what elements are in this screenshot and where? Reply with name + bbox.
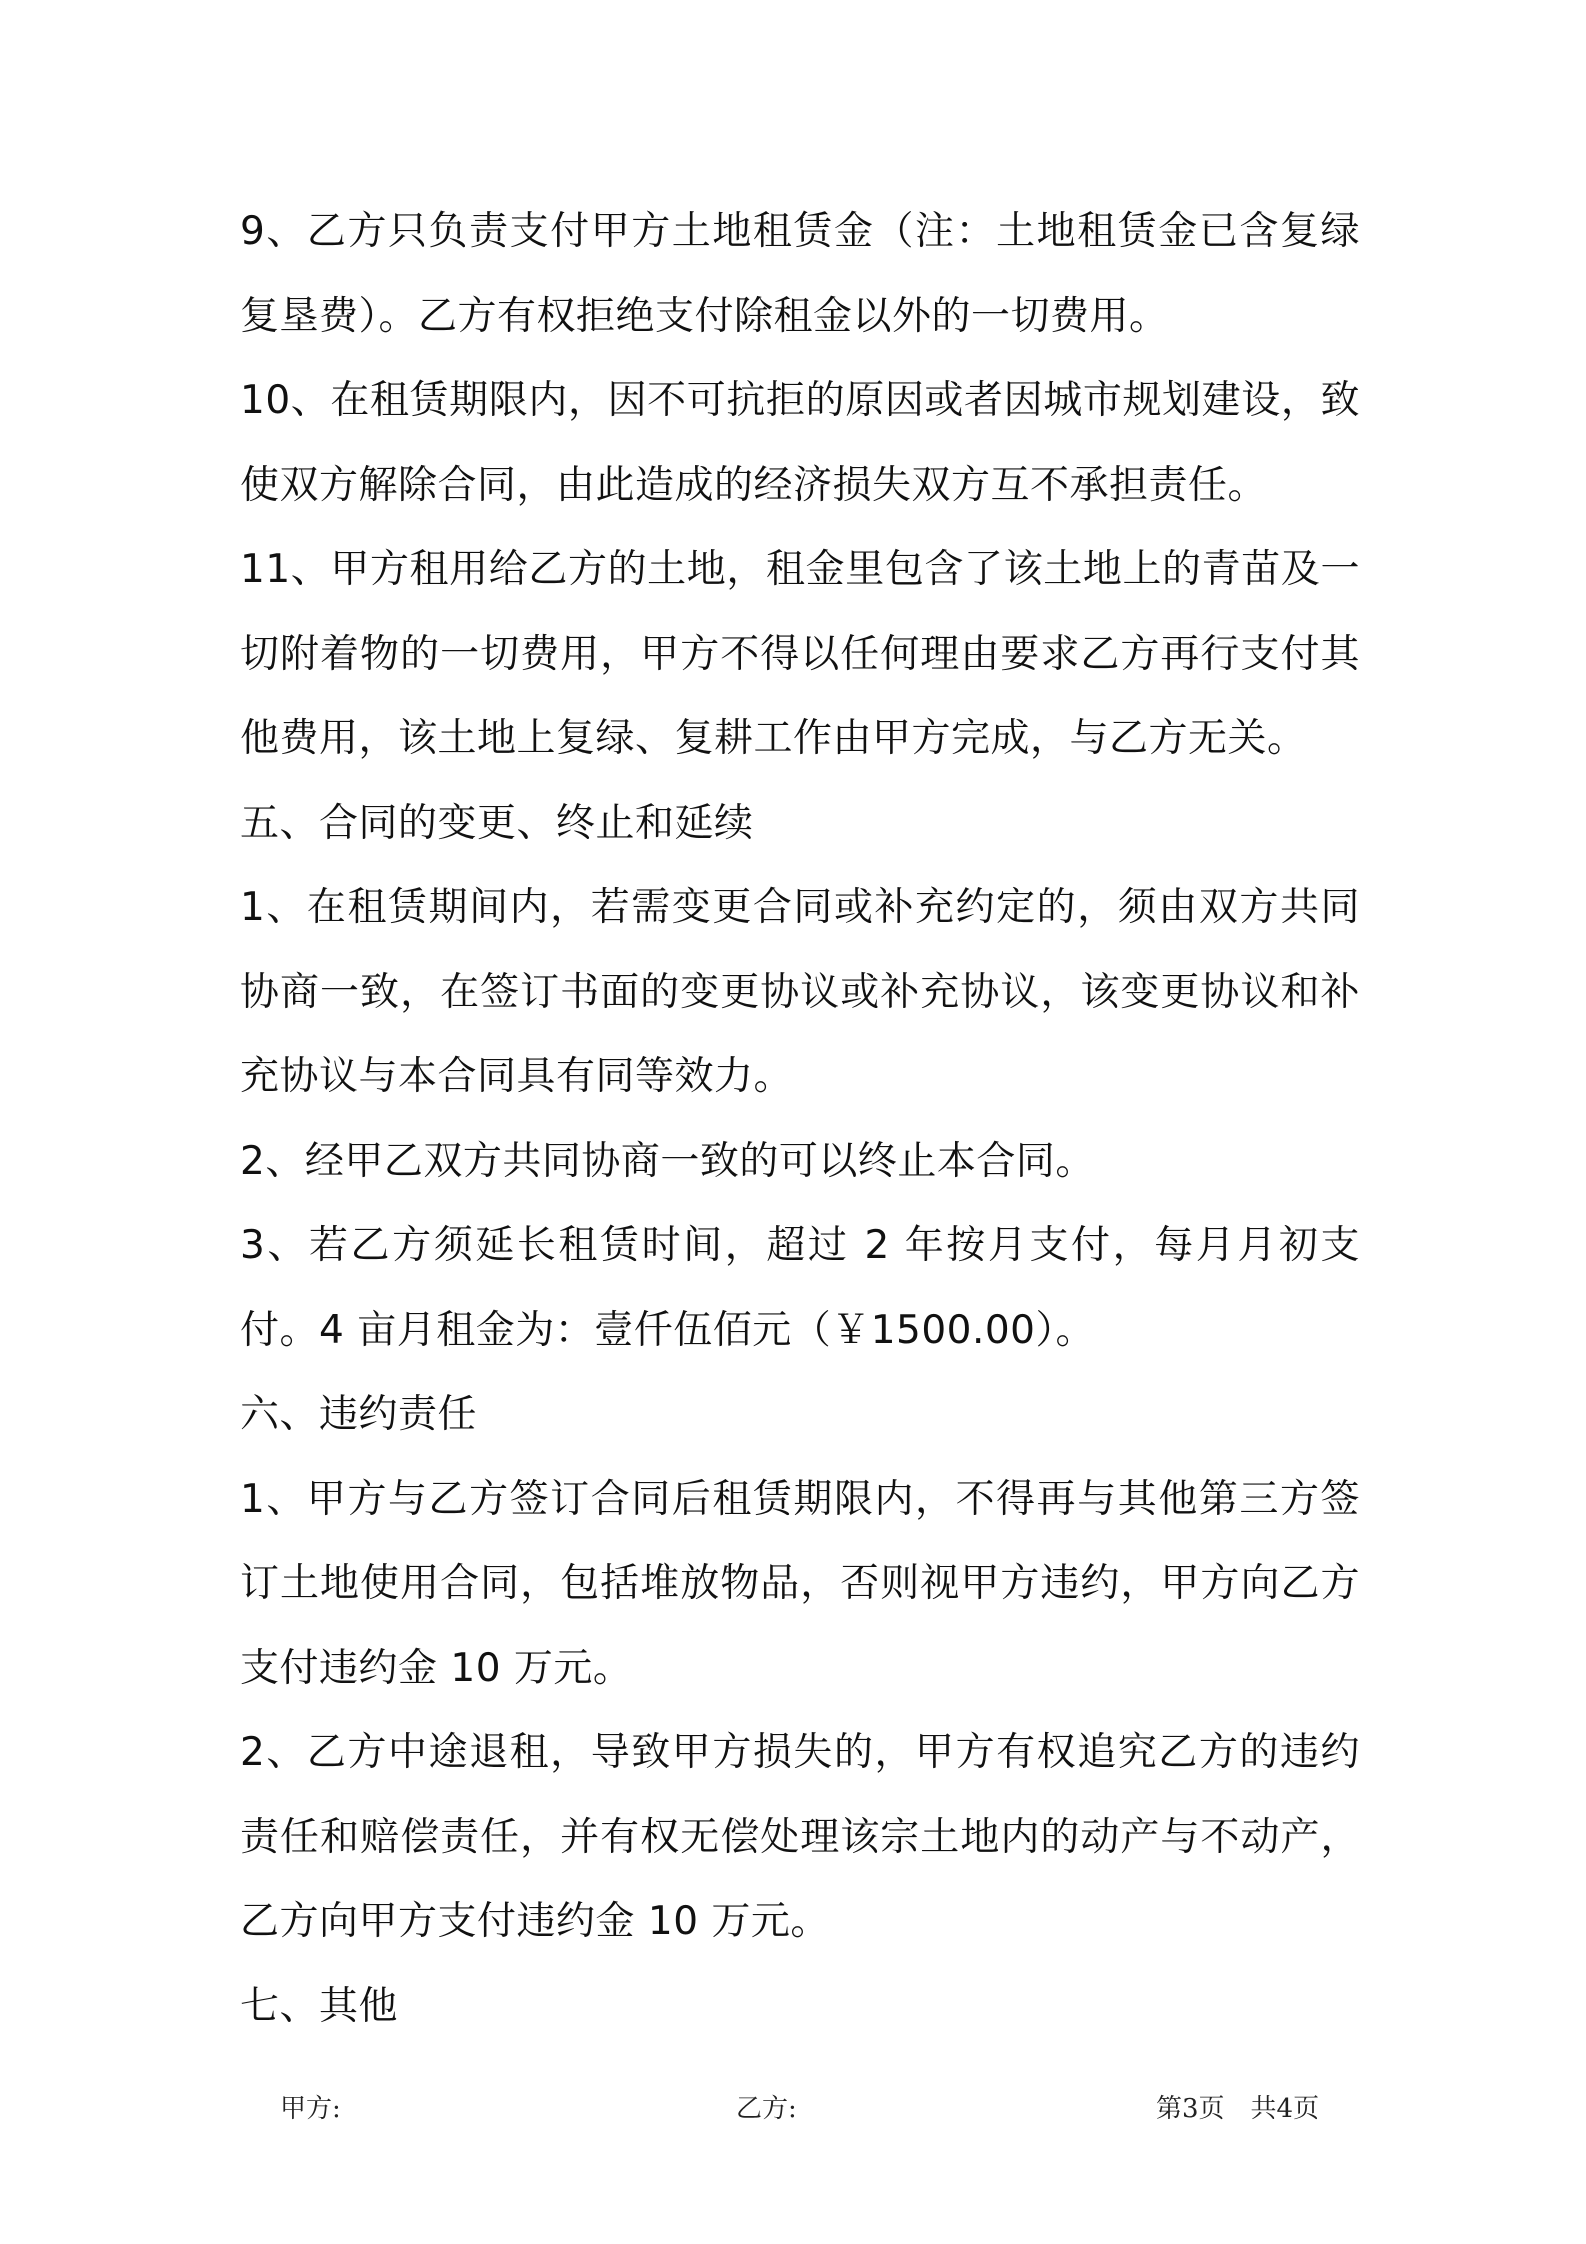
section-6-clause-1: 1、甲方与乙方签订合同后租赁期限内，不得再与其他第三方签订土地使用合同，包括堆放物品，否则视甲方违约，甲方向乙方支付违约金 10 万元。	[240, 1476, 1360, 1691]
page-footer	[0, 2088, 1586, 2128]
document-body	[240, 190, 1360, 2049]
section-6-clause-2: 2、乙方中途退租，导致甲方损失的，甲方有权追究乙方的违约责任和赔偿责任，并有权无偿处理该宗土地内的动产与不动产，乙方向甲方支付违约金 10 万元。	[240, 1730, 1360, 1944]
clause-9: 9、乙方只负责支付甲方土地租赁金（注：土地租赁金已含复绿复垦费）。乙方有权拒绝支付除租金以外的一切费用。	[240, 209, 1360, 339]
section-5-clause-1: 1、在租赁期间内，若需变更合同或补充约定的，须由双方共同协商一致，在签订书面的变更协议或补充协议，该变更协议和补充协议与本合同具有同等效力。	[240, 885, 1360, 1099]
section-5-clause-2: 2、经甲乙双方共同协商一致的可以终止本合同。	[240, 1138, 1095, 1184]
section-heading-7: 七、其他	[240, 1983, 399, 2029]
clause-11: 11、甲方租用给乙方的土地，租金里包含了该土地上的青苗及一切附着物的一切费用，甲方不得以任何理由要求乙方再行支付其他费用，该土地上复绿、复耕工作由甲方完成，与乙方无关。	[240, 547, 1360, 761]
page-number: 第3页 共4页	[1156, 2094, 1320, 2124]
clause-10: 10、在租赁期限内，因不可抗拒的原因或者因城市规划建设，致使双方解除合同，由此造成的经济损失双方互不承担责任。	[240, 378, 1360, 508]
section-5-clause-3: 3、若乙方须延长租赁时间，超过 2 年按月支付，每月月初支付。4 亩月租金为：壹仟伍佰元（￥1500.00）。	[240, 1223, 1360, 1353]
party-a-signature-label: 甲方:	[280, 2094, 341, 2124]
section-heading-5: 五、合同的变更、终止和延续	[240, 800, 754, 846]
party-b-signature-label: 乙方:	[736, 2094, 797, 2124]
section-heading-6: 六、违约责任	[240, 1392, 478, 1437]
